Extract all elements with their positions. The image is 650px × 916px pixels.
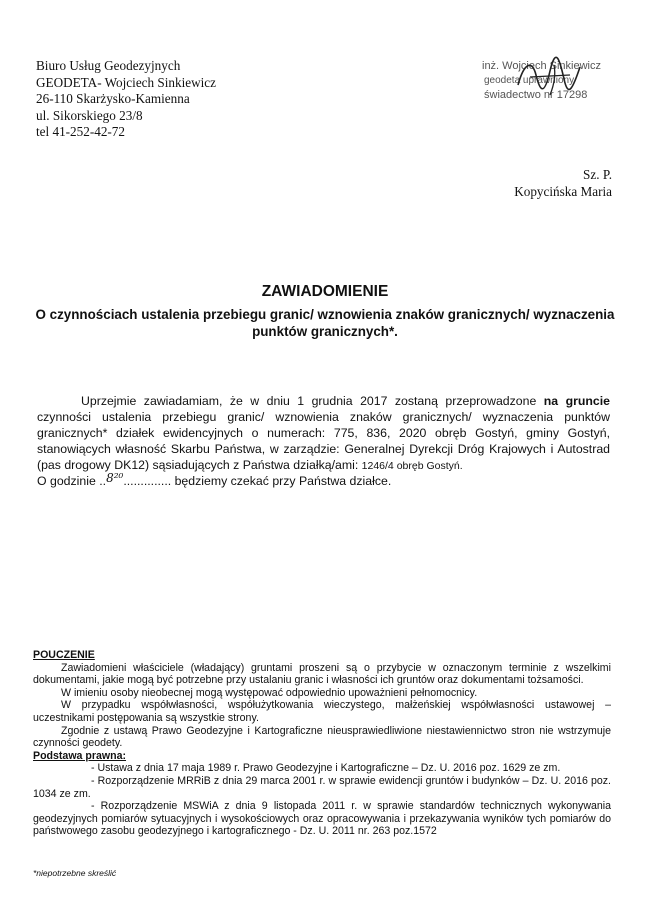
instructions-paragraph: W przypadku współwłasności, współużytkowania wieczystego, małżeńskiej współwłasności ustawowej – uczestnikami postępowania są wszystkie strony. — [33, 699, 611, 724]
legal-basis-heading: Podstawa prawna: — [33, 749, 127, 762]
sender-line: ul. Sikorskiego 23/8 — [36, 107, 143, 123]
notice-body — [37, 393, 610, 474]
legal-basis-item: - Rozporządzenie MSWiA z dnia 9 listopada 2011 r. w sprawie standardów technicznych wykonywania geodezyjnych pomiarów sytuacyjnych i wysokościowych oraz opracowywania i przekazywania wyników tych pomiarów do państwowego zasobu geodezyjnego i kartograficznego - Dz. U. 2011 nr. 263 poz.1572 — [33, 800, 611, 838]
body-text-small: 1246/4 obręb Gostyń. — [361, 460, 463, 472]
instructions-section — [33, 649, 611, 838]
stamp-line: geodeta uprawniony — [484, 75, 575, 86]
footnote: *niepotrzebne skreślić — [33, 868, 117, 878]
document-title: ZAWIADOMIENIE — [261, 283, 389, 300]
instructions-paragraph: Zgodnie z ustawą Prawo Geodezyjne i Kartograficzne nieusprawiedliwione niestawiennictwo stron nie wstrzymuje czynności geodety. — [33, 724, 611, 750]
addressee-name: Kopycińska Maria — [514, 184, 612, 199]
surveyor-stamp — [480, 55, 610, 115]
body-text: Uprzejmie zawiadamiam, że w dniu 1 grudnia 2017 zostaną przeprowadzone — [81, 394, 544, 408]
sender-line: GEODETA- Wojciech Sinkiewicz — [36, 74, 217, 90]
hour-dots: .............. — [123, 474, 172, 488]
sender-address-block — [36, 58, 216, 141]
stamp-line: inż. Wojciech Sinkiewicz — [482, 60, 602, 72]
instructions-paragraph: Zawiadomieni właściciele (władający) gruntami proszeni są o przybycie w oznaczonym terminie z wszelkimi dokumentami, jakie mogą być potrzebne przy ustalaniu granic i własności ich gruntów oraz dokumentami tożsamości. — [33, 661, 611, 687]
body-text-bold: na gruncie — [543, 394, 610, 408]
stamp-line: świadectwo nr 17298 — [484, 89, 588, 101]
instructions-paragraph: W imieniu osoby nieobecnej mogą występować odpowiednio upoważnieni pełnomocnicy. — [61, 686, 478, 699]
legal-basis-item: - Rozporządzenie MRRiB z dnia 29 marca 2001 r. w sprawie ewidencji gruntów i budynków – Dz. U. 2016 poz. 1034 ze zm. — [33, 774, 611, 800]
hour-dots: .. — [99, 474, 107, 488]
notice-paragraph — [37, 393, 610, 474]
sender-line: Biuro Usług Geodezyjnych — [36, 58, 181, 73]
legal-basis-item: - Ustawa z dnia 17 maja 1989 r. Prawo Geodezyjne i Kartograficzne – Dz. U. 2016 poz. 1629 ze zm. — [91, 762, 561, 775]
meeting-time-line — [37, 471, 392, 488]
hour-suffix: będziemy czekać przy Państwa działce. — [171, 474, 392, 488]
signature-mark — [510, 55, 590, 105]
hour-prefix: O godzinie — [37, 474, 100, 488]
addressee-block — [514, 166, 612, 200]
addressee-salutation: Sz. P. — [583, 167, 612, 182]
sender-line: 26-110 Skarżysko-Kamienna — [36, 91, 190, 107]
handwritten-hour: 8²⁰ — [106, 471, 124, 485]
sender-line: tel 41-252-42-72 — [36, 124, 125, 140]
body-text: czynności ustalenia przebiegu granic/ wznowienia znaków granicznych/ wyznaczenia punktów granicznych* działek ewidencyjnych o numerach: 775, 836, 2020 obręb Gostyń, gminy Gostyń, stanowiących własność Skarbu Państwa, w zarządzie: Generalnej Dyrekcji Dróg Krajowych i Autostrad (pas drogowy DK12) sąsiadujących z Państwa działką/ami: — [37, 410, 610, 472]
document-subtitle: O czynnościach ustalenia przebiegu granic/ wznowienia znaków granicznych/ wyznaczenia punktów granicznych*. — [35, 307, 615, 339]
instructions-heading: POUCZENIE — [33, 649, 95, 661]
